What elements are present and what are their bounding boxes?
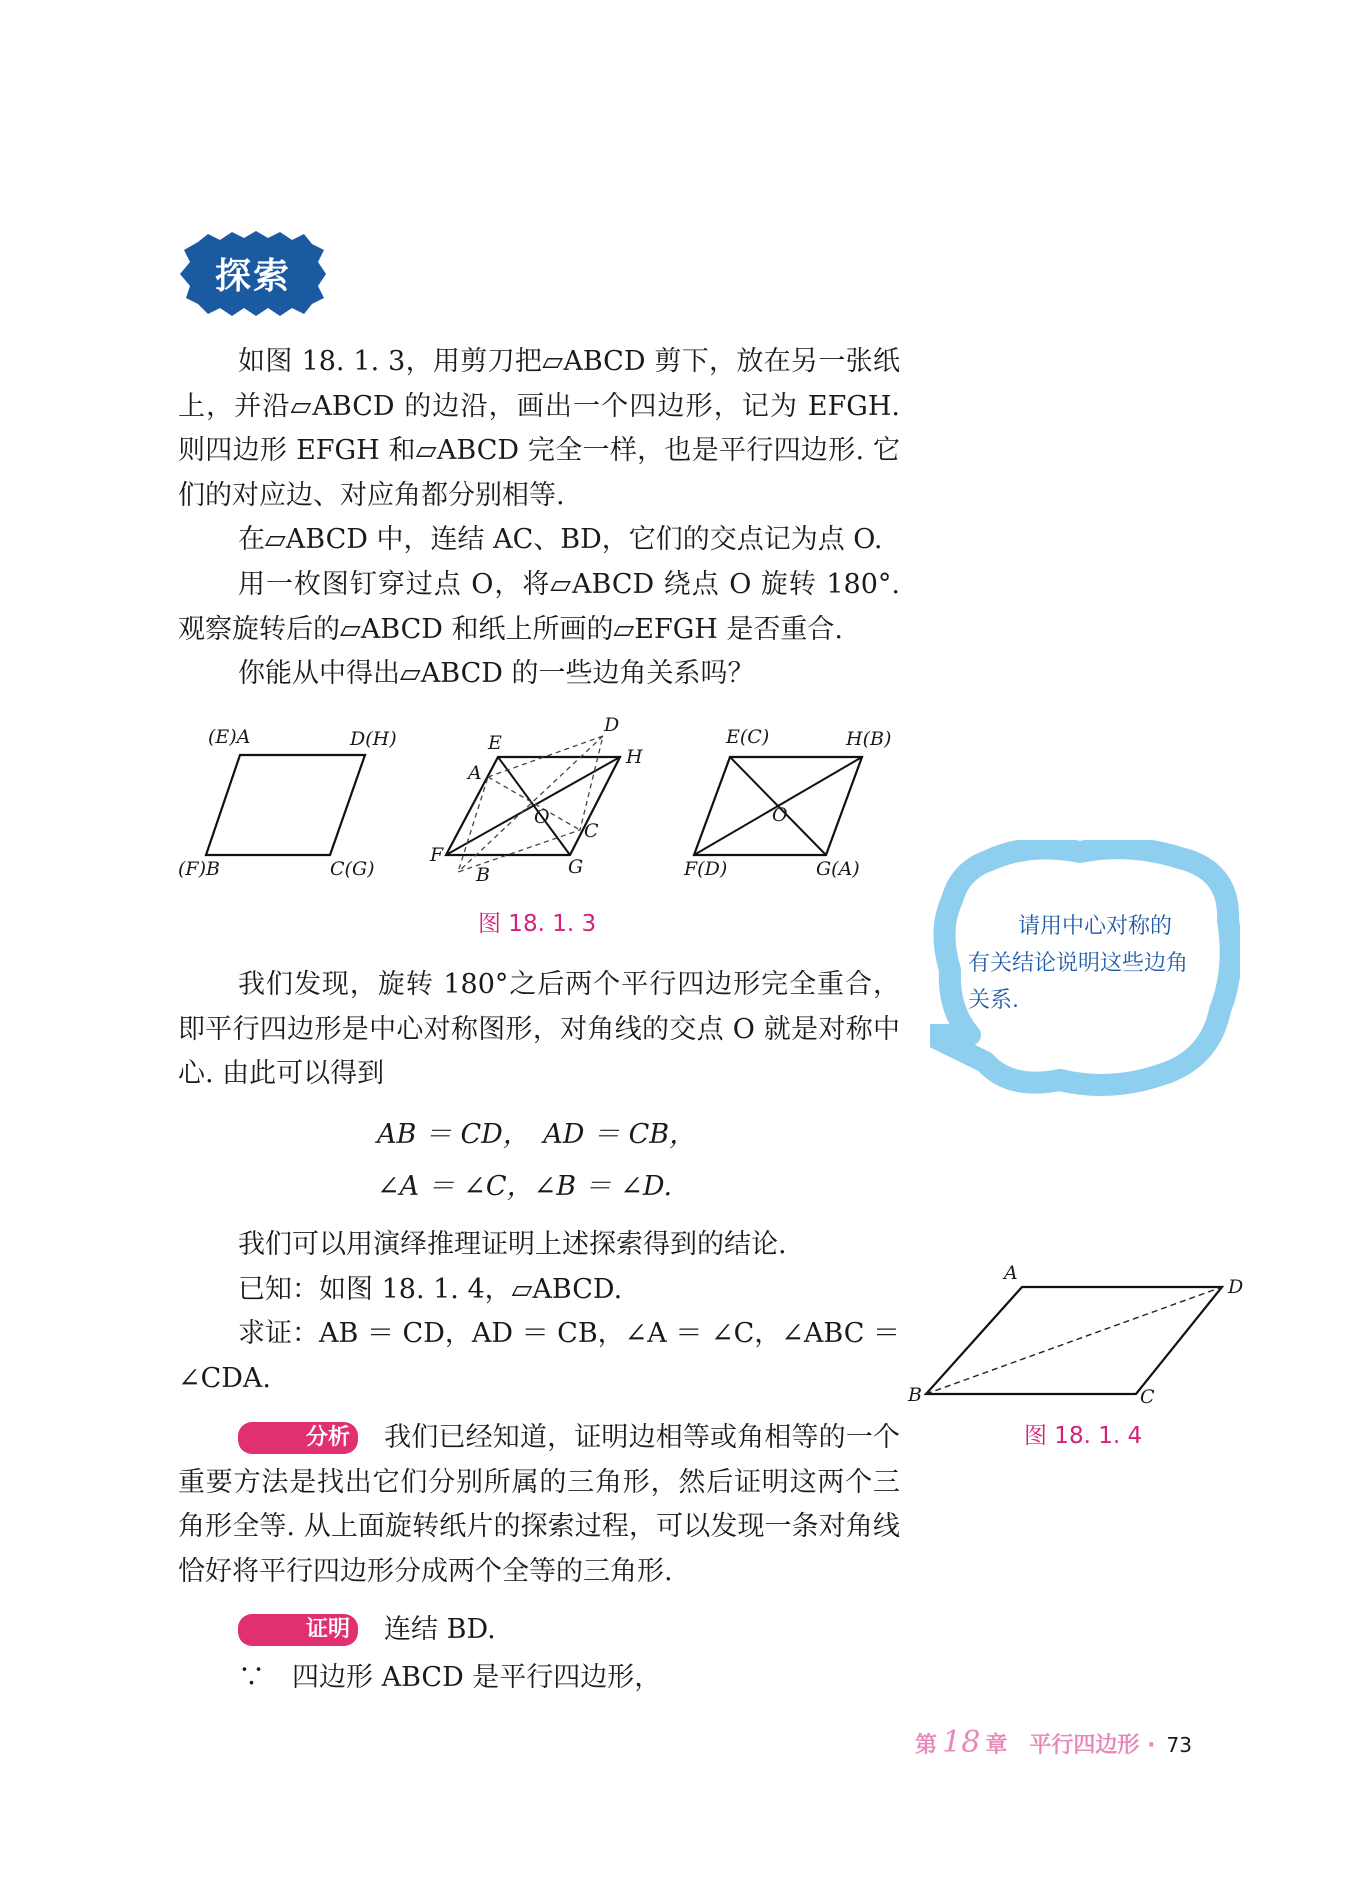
bubble-text: 请用中心对称的有关结论说明这些边角关系.	[968, 914, 1189, 1013]
label-f: F	[430, 844, 444, 866]
label-h: H	[626, 746, 643, 768]
explore-badge	[178, 228, 328, 318]
proof-text: 连结 BD.	[384, 1614, 496, 1645]
intro-paragraph-2: 在▱ABCD 中，连结 AC、BD，它们的交点记为点 O.	[238, 524, 883, 555]
label-ea: (E)A	[208, 726, 251, 748]
label-d: D	[604, 714, 620, 736]
parallelogram-abcd	[926, 1287, 1222, 1394]
label-fd: F(D)	[684, 858, 728, 880]
label-ga: G(A)	[816, 858, 860, 880]
discovery-paragraph: 我们发现，旋转 180°之后两个平行四边形完全重合，即平行四边形是中心对称图形，对角线的交点 O 就是对称中心. 由此可以得到	[178, 969, 900, 1089]
deduction-intro: 我们可以用演绎推理证明上述探索得到的结论.	[238, 1229, 787, 1260]
proof-paragraph	[178, 1608, 900, 1653]
figure-18-1-4-drawing	[900, 1270, 1260, 1420]
label-b-1814: B	[908, 1384, 922, 1406]
figure-18-1-4-caption: 图 18. 1. 4	[1024, 1423, 1143, 1449]
figure-18-1-4	[900, 1262, 1260, 1420]
label-cg: C(G)	[330, 858, 375, 880]
label-a-1814: A	[1004, 1262, 1018, 1284]
label-hb: H(B)	[846, 728, 892, 750]
page-footer	[915, 1725, 1192, 1760]
intro-paragraph-3: 用一枚图钉穿过点 O，将▱ABCD 绕点 O 旋转 180°. 观察旋转后的▱ABCD 和纸上所画的▱EFGH 是否重合.	[178, 569, 900, 645]
label-a: A	[468, 762, 482, 784]
proof-line-2: ∵ 四边形 ABCD 是平行四边形，	[238, 1662, 662, 1693]
label-g: G	[568, 856, 584, 878]
page-number: 73	[1166, 1733, 1192, 1757]
analysis-text: 我们已经知道，证明边相等或角相等的一个重要方法是找出它们分别所属的三角形，然后证明这两个三角形全等. 从上面旋转纸片的探索过程，可以发现一条对角线恰好将平行四边形分成两个全等的三角形.	[178, 1422, 900, 1587]
intro-paragraph-1: 如图 18. 1. 3，用剪刀把▱ABCD 剪下，放在另一张纸上，并沿▱ABCD 的边沿，画出一个四边形，记为 EFGH. 则四边形 EFGH 和▱ABCD 完全一样，也是平行四边形. 它们的对应边、对应角都分别相等.	[178, 346, 900, 511]
label-d-1814: D	[1228, 1276, 1244, 1298]
parallelogram-abcd-left	[206, 755, 365, 855]
label-dh: D(H)	[350, 728, 397, 750]
label-e: E	[488, 732, 502, 754]
analysis-tag: 分析	[238, 1422, 358, 1454]
proof-tag: 证明	[238, 1614, 358, 1646]
badge-label: 探索	[214, 255, 291, 297]
label-o-right: O	[772, 804, 788, 826]
analysis-paragraph	[178, 1416, 900, 1594]
label-b: B	[476, 864, 490, 886]
figure-18-1-3	[170, 714, 910, 900]
label-o-mid: O	[534, 806, 550, 828]
label-c-1814: C	[1140, 1386, 1155, 1408]
footer-chapter-prefix: 第	[915, 1733, 938, 1758]
figure-18-1-3-caption: 图 18. 1. 3	[478, 911, 597, 937]
footer-chapter-title: 章 平行四边形 ·	[985, 1733, 1156, 1758]
equation-sides: AB ＝ CD， AD ＝ CB，	[377, 1119, 697, 1150]
label-c: C	[584, 820, 599, 842]
equation-angles: ∠A ＝ ∠C，∠B ＝ ∠D.	[377, 1171, 673, 1202]
footer-chapter-number: 18	[942, 1725, 981, 1760]
intro-paragraph-4: 你能从中得出▱ABCD 的一些边角关系吗？	[238, 658, 755, 689]
label-ec: E(C)	[726, 726, 770, 748]
given-statement: 已知：如图 18. 1. 4，▱ABCD.	[238, 1274, 623, 1305]
prove-statement: 求证：AB ＝ CD，AD ＝ CB，∠A ＝ ∠C，∠ABC ＝ ∠CDA.	[178, 1318, 900, 1394]
label-fb: (F)B	[178, 858, 220, 880]
